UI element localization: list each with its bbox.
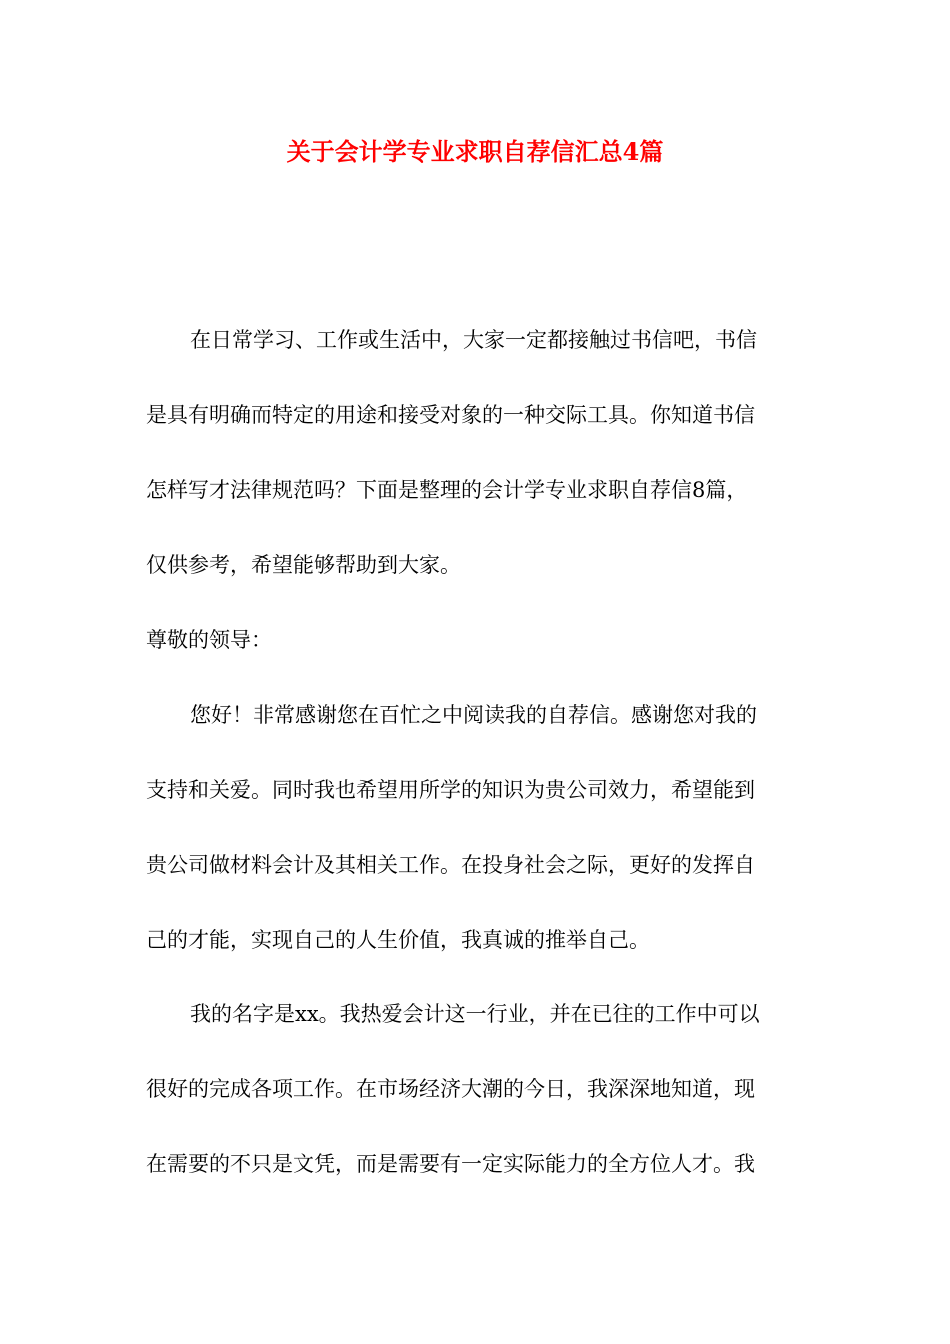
paragraph-line: 很好的完成各项工作。在市场经济大潮的今日，我深深地知道，现 xyxy=(146,1077,755,1101)
paragraph-line: 己的才能，实现自己的人生价值，我真诚的推举自己。 xyxy=(146,928,650,952)
paragraph-line: 您好！非常感谢您在百忙之中阅读我的自荐信。感谢您对我的 xyxy=(190,703,757,727)
paragraph-line: 贵公司做材料会计及其相关工作。在投身社会之际，更好的发挥自 xyxy=(146,853,755,877)
paragraph-line: 怎样写才法律规范吗？下面是整理的会计学专业求职自荐信8篇， xyxy=(146,478,748,502)
paragraph-line: 在需要的不只是文凭，而是需要有一定实际能力的全方位人才。我 xyxy=(146,1152,755,1176)
salutation: 尊敬的领导： xyxy=(146,628,272,652)
paragraph-line: 支持和关爱。同时我也希望用所学的知识为贵公司效力，希望能到 xyxy=(146,778,755,802)
paragraph-line: 我的名字是xx。我热爱会计这一行业，并在已往的工作中可以 xyxy=(190,1002,760,1026)
paragraph-line: 仅供参考，希望能够帮助到大家。 xyxy=(146,553,461,577)
paragraph-line: 在日常学习、工作或生活中，大家一定都接触过书信吧，书信 xyxy=(190,328,757,352)
paragraph-line: 是具有明确而特定的用途和接受对象的一种交际工具。你知道书信 xyxy=(146,403,755,427)
document-title: 关于会计学专业求职自荐信汇总4篇 xyxy=(286,137,664,166)
